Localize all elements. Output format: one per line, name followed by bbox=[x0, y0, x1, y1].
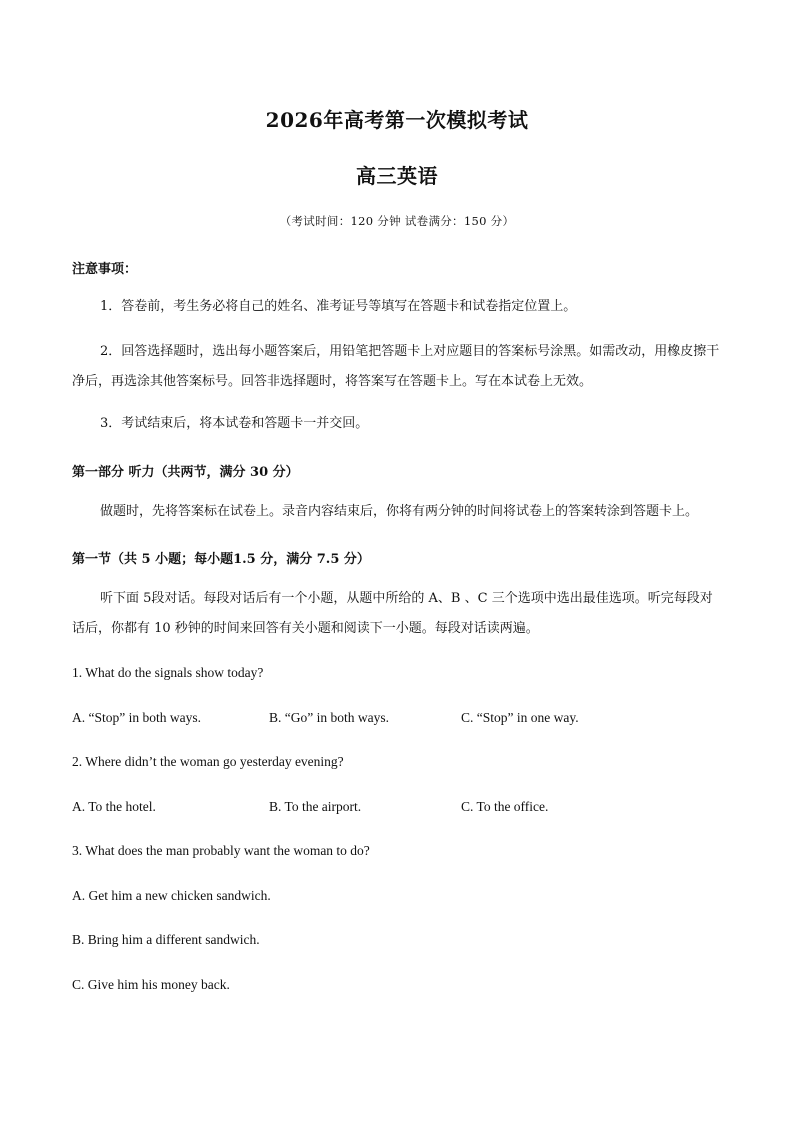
question-2-option-c: C. To the office. bbox=[461, 799, 549, 814]
note-item-2: 2．回答选择题时，选出每小题答案后，用铅笔把答题卡上对应题目的答案标号涂黑。如需改动，用橡皮擦干净后，再选涂其他答案标号。回答非选择题时，将答案写在答题卡上。写在本试卷上无效。 bbox=[72, 344, 720, 389]
exam-title: 2026年高考第一次模拟考试 bbox=[265, 108, 529, 132]
note-item-3: 3．考试结束后，将本试卷和答题卡一并交回。 bbox=[100, 416, 369, 431]
question-3-stem: 3. What does the man probably want the woman to do? bbox=[72, 843, 370, 858]
part1-instruction: 做题时，先将答案标在试卷上。录音内容结束后，你将有两分钟的时间将试卷上的答案转涂到答题卡上。 bbox=[100, 504, 699, 519]
question-2-stem: 2. Where didn’t the woman go yesterday evening? bbox=[72, 754, 344, 769]
section1-heading: 第一节（共 5 小题；每小题1.5 分，满分 7.5 分） bbox=[72, 552, 370, 567]
exam-info: （考试时间：120 分钟 试卷满分：150 分） bbox=[279, 214, 515, 228]
question-3-option-c: C. Give him his money back. bbox=[72, 977, 230, 992]
note-item-1: 1．答卷前，考生务必将自己的姓名、准考证号等填写在答题卡和试卷指定位置上。 bbox=[100, 299, 577, 314]
notes-heading: 注意事项： bbox=[72, 262, 138, 277]
question-1-option-a: A. “Stop” in both ways. bbox=[72, 710, 201, 725]
section1-instruction: 听下面 5段对话。每段对话后有一个小题，从题中所给的 A、B 、C 三个选项中选出最佳选项。听完每段对话后，你都有 10 秒钟的时间来回答有关小题和阅读下一小题。每段对话读两遍。 bbox=[72, 591, 713, 636]
question-3-option-b: B. Bring him a different sandwich. bbox=[72, 932, 260, 947]
subject-title: 高三英语 bbox=[356, 164, 438, 188]
question-1-option-c: C. “Stop” in one way. bbox=[461, 710, 579, 725]
part1-heading: 第一部分 听力（共两节，满分 30 分） bbox=[72, 465, 299, 480]
question-1-option-b: B. “Go” in both ways. bbox=[269, 710, 389, 725]
question-2-option-b: B. To the airport. bbox=[269, 799, 362, 814]
question-2-option-a: A. To the hotel. bbox=[72, 799, 156, 814]
question-3-option-a: A. Get him a new chicken sandwich. bbox=[72, 888, 271, 903]
question-1-stem: 1. What do the signals show today? bbox=[72, 665, 264, 680]
